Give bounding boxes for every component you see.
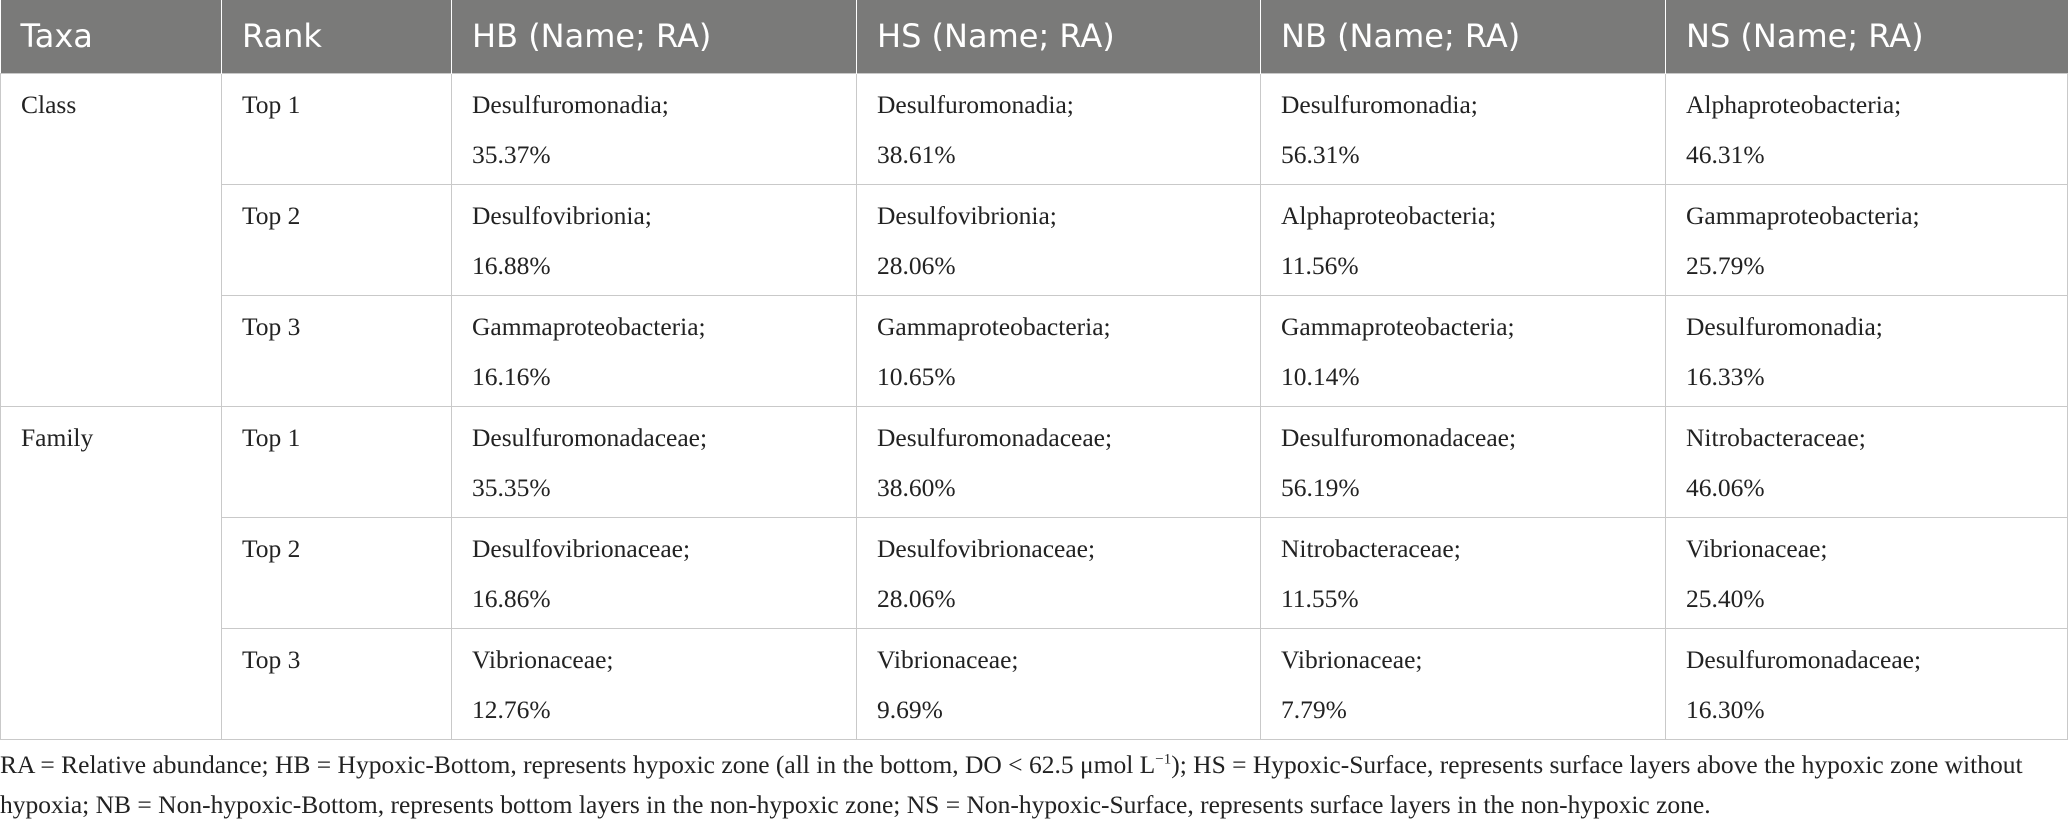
hs-cell (857, 73, 1261, 184)
ns-cell (1666, 295, 2068, 406)
taxon-name: Vibrionaceae; (1686, 533, 1828, 563)
taxon-name: Gammaproteobacteria; (1281, 311, 1515, 341)
taxon-name: Desulfovibrionia; (472, 200, 652, 230)
relative-abundance: 10.65% (877, 361, 956, 391)
taxon-name: Desulfuromonadia; (877, 89, 1074, 119)
ns-cell (1666, 406, 2068, 517)
relative-abundance: 35.35% (472, 472, 551, 502)
hb-cell (452, 628, 857, 739)
taxon-name: Nitrobacteraceae; (1686, 422, 1866, 452)
relative-abundance: 46.06% (1686, 472, 1765, 502)
relative-abundance: 25.79% (1686, 250, 1765, 280)
taxon-name: Gammaproteobacteria; (472, 311, 706, 341)
header-nb: NB (Name; RA) (1261, 0, 1666, 73)
table-footnote (0, 745, 2060, 825)
relative-abundance: 16.88% (472, 250, 551, 280)
table-row (1, 628, 2068, 739)
relative-abundance: 12.76% (472, 694, 551, 724)
taxon-name: Alphaproteobacteria; (1686, 89, 1902, 119)
hs-cell (857, 406, 1261, 517)
nb-cell (1261, 406, 1666, 517)
taxa-cell-class: Class (1, 73, 222, 406)
table-row (1, 295, 2068, 406)
hb-cell (452, 295, 857, 406)
relative-abundance: 11.55% (1281, 583, 1359, 613)
nb-cell (1261, 517, 1666, 628)
relative-abundance: 11.56% (1281, 250, 1359, 280)
hb-cell (452, 406, 857, 517)
footnote-text-part1: RA = Relative abundance; HB = Hypoxic-Bottom, represents hypoxic zone (all in the bottom, DO < 62.5 μmol L (0, 750, 1156, 779)
rank-cell: Top 2 (222, 517, 452, 628)
taxon-name: Alphaproteobacteria; (1281, 200, 1497, 230)
hs-cell (857, 184, 1261, 295)
ns-cell (1666, 73, 2068, 184)
relative-abundance: 28.06% (877, 250, 956, 280)
rank-cell: Top 1 (222, 406, 452, 517)
nb-cell (1261, 184, 1666, 295)
relative-abundance: 7.79% (1281, 694, 1347, 724)
taxon-name: Vibrionaceae; (877, 644, 1019, 674)
header-taxa: Taxa (1, 0, 222, 73)
relative-abundance: 16.30% (1686, 694, 1765, 724)
ns-cell (1666, 517, 2068, 628)
hs-cell (857, 517, 1261, 628)
table-row (1, 73, 2068, 184)
taxon-name: Desulfovibrionaceae; (472, 533, 691, 563)
taxon-name: Vibrionaceae; (1281, 644, 1423, 674)
relative-abundance: 16.86% (472, 583, 551, 613)
taxon-name: Desulfuromonadaceae; (1686, 644, 1922, 674)
header-row (1, 0, 2068, 73)
taxon-name: Desulfuromonadaceae; (472, 422, 708, 452)
relative-abundance: 10.14% (1281, 361, 1360, 391)
header-rank: Rank (222, 0, 452, 73)
taxon-name: Gammaproteobacteria; (1686, 200, 1920, 230)
taxa-cell-family: Family (1, 406, 222, 739)
relative-abundance: 9.69% (877, 694, 943, 724)
rank-cell: Top 1 (222, 73, 452, 184)
relative-abundance: 16.33% (1686, 361, 1765, 391)
taxon-name: Nitrobacteraceae; (1281, 533, 1461, 563)
relative-abundance: 25.40% (1686, 583, 1765, 613)
hs-cell (857, 628, 1261, 739)
hb-cell (452, 184, 857, 295)
footnote-superscript: −1 (1155, 751, 1172, 768)
table-row (1, 184, 2068, 295)
hb-cell (452, 73, 857, 184)
table-row (1, 406, 2068, 517)
header-hs: HS (Name; RA) (857, 0, 1261, 73)
taxon-name: Desulfovibrionia; (877, 200, 1057, 230)
nb-cell (1261, 73, 1666, 184)
taxon-name: Vibrionaceae; (472, 644, 614, 674)
ns-cell (1666, 184, 2068, 295)
rank-cell: Top 2 (222, 184, 452, 295)
relative-abundance: 16.16% (472, 361, 551, 391)
header-hb: HB (Name; RA) (452, 0, 857, 73)
table-row (1, 517, 2068, 628)
nb-cell (1261, 628, 1666, 739)
taxon-name: Desulfuromonadia; (1281, 89, 1478, 119)
taxon-name: Gammaproteobacteria; (877, 311, 1111, 341)
relative-abundance: 35.37% (472, 139, 551, 169)
nb-cell (1261, 295, 1666, 406)
relative-abundance: 56.31% (1281, 139, 1360, 169)
taxon-name: Desulfuromonadia; (472, 89, 669, 119)
rank-cell: Top 3 (222, 295, 452, 406)
rank-cell: Top 3 (222, 628, 452, 739)
relative-abundance: 56.19% (1281, 472, 1360, 502)
relative-abundance: 38.61% (877, 139, 956, 169)
taxon-name: Desulfuromonadia; (1686, 311, 1883, 341)
taxon-name: Desulfovibrionaceae; (877, 533, 1096, 563)
header-ns: NS (Name; RA) (1666, 0, 2068, 73)
footnote-text-part2: ); HS = Hypoxic-Surface, represents surface layers above the hypoxic zone without hypoxia; NB = Non-hypoxic-Bottom, represents bottom layers in the non-hypoxic zone; NS = Non-hypoxic-Surface, represents surface layers in the non-hypoxic zone. (0, 750, 2023, 819)
relative-abundance: 28.06% (877, 583, 956, 613)
ns-cell (1666, 628, 2068, 739)
hb-cell (452, 517, 857, 628)
taxon-name: Desulfuromonadaceae; (1281, 422, 1517, 452)
relative-abundance: 38.60% (877, 472, 956, 502)
hs-cell (857, 295, 1261, 406)
taxon-name: Desulfuromonadaceae; (877, 422, 1113, 452)
relative-abundance: 46.31% (1686, 139, 1765, 169)
